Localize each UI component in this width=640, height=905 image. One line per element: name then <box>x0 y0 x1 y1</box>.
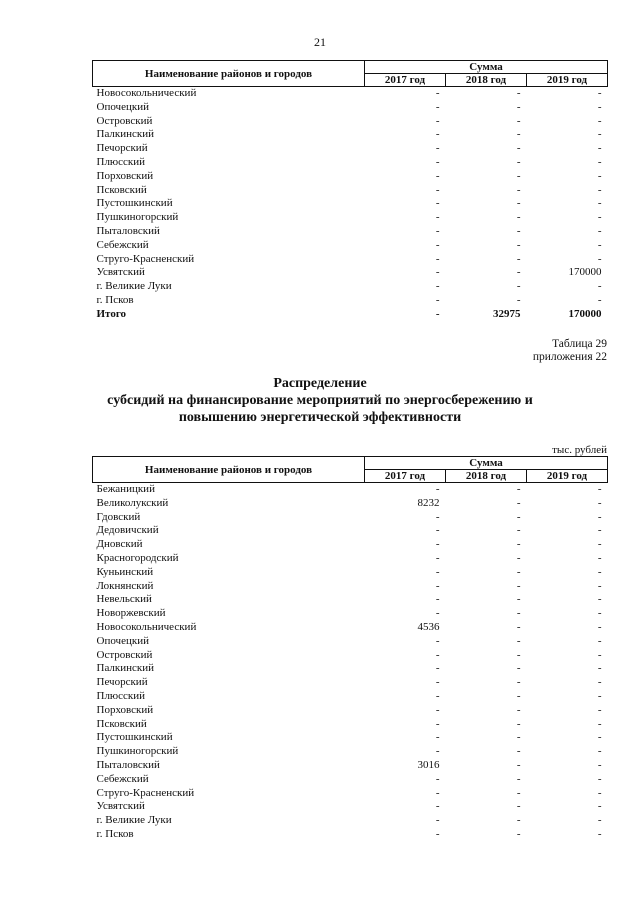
district-name: Дедовичский <box>96 524 159 537</box>
amount-cell: - <box>435 87 440 99</box>
amount-cell: - <box>435 142 440 155</box>
table-row <box>93 115 608 129</box>
table-caption <box>533 338 607 364</box>
amount-cell: - <box>597 496 602 509</box>
amount-cell: - <box>597 579 602 592</box>
table-row <box>93 580 608 594</box>
amount-cell: - <box>516 252 521 265</box>
units-label: тыс. рублей <box>552 444 607 456</box>
table-row <box>93 662 608 676</box>
amount-cell: - <box>516 827 521 840</box>
district-name: Пушкиногорский <box>96 745 179 758</box>
amount-cell: - <box>597 155 602 168</box>
amount-cell: - <box>435 197 440 210</box>
title-line: Распределение <box>273 376 367 391</box>
amount-cell: - <box>597 634 602 647</box>
amount-cell: - <box>435 211 440 224</box>
amount-cell: - <box>516 593 521 606</box>
total-amount-cell: - <box>435 307 440 320</box>
amount-cell: - <box>597 128 602 141</box>
district-name: Новосокольнический <box>96 87 197 99</box>
amount-cell: - <box>516 676 521 689</box>
district-name: Псковский <box>96 717 147 730</box>
amount-cell: - <box>597 620 602 633</box>
amount-cell: - <box>435 676 440 689</box>
district-name: Порховский <box>96 169 154 182</box>
table-row <box>93 211 608 225</box>
amount-cell: - <box>516 183 521 196</box>
amount-cell: - <box>597 293 602 306</box>
table-row <box>93 253 608 267</box>
total-row <box>93 308 608 322</box>
district-name: Опочецкий <box>96 100 149 113</box>
table-row <box>93 731 608 745</box>
amount-cell: - <box>516 662 521 675</box>
table-row <box>93 280 608 294</box>
amount-cell: - <box>435 293 440 306</box>
amount-cell: - <box>516 565 521 578</box>
amount-cell: - <box>597 772 602 785</box>
amount-cell: - <box>435 717 440 730</box>
amount-cell: - <box>435 510 440 523</box>
amount-cell: - <box>597 238 602 251</box>
energy-saving-subsidy-table <box>92 456 608 842</box>
table-row <box>93 101 608 115</box>
district-name: Усвятский <box>96 800 145 813</box>
amount-cell: - <box>516 293 521 306</box>
district-name: Бежаницкий <box>96 483 155 495</box>
district-name: Островский <box>96 648 153 661</box>
table-row <box>93 483 608 497</box>
amount-cell: - <box>435 703 440 716</box>
amount-cell: - <box>516 745 521 758</box>
table-row <box>93 759 608 773</box>
amount-cell: - <box>597 551 602 564</box>
amount-cell: - <box>597 211 602 224</box>
amount-cell: - <box>516 620 521 633</box>
amount-cell: - <box>435 252 440 265</box>
amount-cell: - <box>516 128 521 141</box>
amount-cell: - <box>516 634 521 647</box>
district-name: г. Псков <box>96 827 134 840</box>
amount-cell: - <box>597 648 602 661</box>
page-number: 21 <box>314 35 326 49</box>
table-row <box>93 497 608 511</box>
district-name: Себежский <box>96 238 149 251</box>
district-name: Палкинский <box>96 662 155 675</box>
amount-cell: - <box>435 565 440 578</box>
table-row <box>93 704 608 718</box>
amount-cell: - <box>516 538 521 551</box>
district-name: г. Великие Луки <box>96 814 172 827</box>
amount-cell: - <box>516 211 521 224</box>
table-row <box>93 142 608 156</box>
column-header-year: 2018 год <box>446 470 527 483</box>
amount-cell: - <box>516 758 521 771</box>
table-row <box>93 566 608 580</box>
amount-cell: - <box>597 786 602 799</box>
amount-cell: - <box>597 100 602 113</box>
amount-cell: - <box>597 731 602 744</box>
table-row <box>93 239 608 253</box>
table-row <box>93 607 608 621</box>
district-name: Псковский <box>96 183 147 196</box>
district-name: г. Великие Луки <box>96 280 172 293</box>
amount-cell: - <box>435 814 440 827</box>
amount-cell: - <box>435 224 440 237</box>
amount-cell: - <box>516 266 521 279</box>
amount-cell: - <box>516 197 521 210</box>
amount-cell: - <box>597 607 602 620</box>
amount-cell: - <box>597 280 602 293</box>
table-row <box>93 524 608 538</box>
district-name: Опочецкий <box>96 634 149 647</box>
amount-cell: - <box>435 689 440 702</box>
amount-cell: - <box>597 183 602 196</box>
amount-cell: - <box>435 827 440 840</box>
table-row <box>93 621 608 635</box>
amount-cell: - <box>516 814 521 827</box>
amount-cell: - <box>435 648 440 661</box>
amount-cell: - <box>597 689 602 702</box>
district-name: Палкинский <box>96 128 155 141</box>
amount-cell: - <box>516 772 521 785</box>
amount-cell: - <box>597 510 602 523</box>
column-header-year: 2019 год <box>527 470 608 483</box>
amount-cell: - <box>516 87 521 99</box>
district-name: Печорский <box>96 142 148 155</box>
amount-cell: - <box>435 524 440 537</box>
table-row <box>93 156 608 170</box>
table-row <box>93 814 608 828</box>
table-number: Таблица 29 <box>552 338 607 350</box>
district-name: Пыталовский <box>96 758 160 771</box>
amount-cell: - <box>435 100 440 113</box>
amount-cell: - <box>597 565 602 578</box>
table-row <box>93 676 608 690</box>
table-row <box>93 294 608 308</box>
amount-cell: - <box>516 731 521 744</box>
table-row <box>93 593 608 607</box>
district-name: Плюсский <box>96 155 146 168</box>
amount-cell: - <box>435 114 440 127</box>
amount-cell: - <box>597 197 602 210</box>
amount-cell: - <box>597 224 602 237</box>
amount-cell: - <box>597 662 602 675</box>
amount-cell: - <box>435 280 440 293</box>
district-name: Гдовский <box>96 510 141 523</box>
amount-cell: - <box>597 745 602 758</box>
district-name: Локнянский <box>96 579 154 592</box>
column-header-name: Наименование районов и городов <box>93 457 365 483</box>
amount-cell: - <box>516 114 521 127</box>
amount-cell: - <box>516 142 521 155</box>
amount-cell: 170000 <box>568 266 602 279</box>
amount-cell: - <box>435 745 440 758</box>
column-header-sum: Сумма <box>365 61 608 74</box>
district-name: Великолукский <box>96 496 169 509</box>
amount-cell: - <box>597 703 602 716</box>
amount-cell: - <box>435 786 440 799</box>
district-name: Струго-Красненский <box>96 252 195 265</box>
column-header-year: 2017 год <box>365 470 446 483</box>
table-body <box>93 87 608 322</box>
column-header-name: Наименование районов и городов <box>93 61 365 87</box>
district-name: Усвятский <box>96 266 145 279</box>
district-name: Печорский <box>96 676 148 689</box>
amount-cell: - <box>597 483 602 495</box>
total-label: Итого <box>96 307 127 320</box>
amount-cell: - <box>435 128 440 141</box>
table-row <box>93 649 608 663</box>
table-row <box>93 800 608 814</box>
table-row <box>93 184 608 198</box>
amount-cell: - <box>516 100 521 113</box>
table-row <box>93 552 608 566</box>
amount-cell: - <box>597 758 602 771</box>
appendix-reference: приложения 22 <box>532 351 607 363</box>
district-name: г. Псков <box>96 293 134 306</box>
amount-cell: - <box>516 786 521 799</box>
title-line: субсидий на финансирование мероприятий по энергосбережению и <box>107 393 533 408</box>
amount-cell: - <box>597 142 602 155</box>
table-row <box>93 197 608 211</box>
district-name: Пыталовский <box>96 224 160 237</box>
amount-cell: - <box>597 814 602 827</box>
district-name: Пушкиногорский <box>96 211 179 224</box>
amount-cell: - <box>516 280 521 293</box>
amount-cell: 4536 <box>417 620 440 633</box>
amount-cell: - <box>597 252 602 265</box>
amount-cell: - <box>435 634 440 647</box>
amount-cell: - <box>435 593 440 606</box>
district-name: Порховский <box>96 703 154 716</box>
column-header-year: 2019 год <box>527 74 608 87</box>
table-row <box>93 170 608 184</box>
amount-cell: - <box>435 238 440 251</box>
district-name: Себежский <box>96 772 149 785</box>
district-name: Куньинский <box>96 565 154 578</box>
amount-cell: - <box>516 155 521 168</box>
table-row <box>93 773 608 787</box>
table-row <box>93 128 608 142</box>
amount-cell: - <box>435 772 440 785</box>
amount-cell: - <box>435 579 440 592</box>
amount-cell: - <box>516 510 521 523</box>
amount-cell: - <box>597 800 602 813</box>
column-header-year: 2017 год <box>365 74 446 87</box>
amount-cell: - <box>516 524 521 537</box>
amount-cell: - <box>597 593 602 606</box>
amount-cell: - <box>516 579 521 592</box>
table-row <box>93 635 608 649</box>
amount-cell: - <box>516 607 521 620</box>
amount-cell: - <box>516 648 521 661</box>
amount-cell: - <box>597 827 602 840</box>
amount-cell: - <box>597 676 602 689</box>
amount-cell: - <box>435 169 440 182</box>
amount-cell: - <box>435 607 440 620</box>
table-row <box>93 718 608 732</box>
district-name: Новоржевский <box>96 607 166 620</box>
district-name: Пустошкинский <box>96 731 173 744</box>
district-name: Плюсский <box>96 689 146 702</box>
amount-cell: - <box>516 800 521 813</box>
amount-cell: - <box>435 800 440 813</box>
amount-cell: - <box>597 538 602 551</box>
column-header-year: 2018 год <box>446 74 527 87</box>
amount-cell: - <box>516 169 521 182</box>
amount-cell: - <box>516 717 521 730</box>
amount-cell: - <box>597 169 602 182</box>
district-name: Красногородский <box>96 551 179 564</box>
district-name: Дновский <box>96 538 143 551</box>
district-name: Новосокольнический <box>96 620 197 633</box>
amount-cell: - <box>597 87 602 99</box>
amount-cell: - <box>435 155 440 168</box>
document-title <box>0 375 640 426</box>
district-name: Островский <box>96 114 153 127</box>
table-row <box>93 225 608 239</box>
amount-cell: - <box>516 224 521 237</box>
amount-cell: - <box>435 183 440 196</box>
amount-cell: - <box>435 662 440 675</box>
amount-cell: - <box>435 731 440 744</box>
amount-cell: - <box>435 551 440 564</box>
table-row <box>93 828 608 842</box>
amount-cell: - <box>435 483 440 495</box>
amount-cell: - <box>597 717 602 730</box>
table-body <box>93 483 608 842</box>
district-name: Струго-Красненский <box>96 786 195 799</box>
table-row <box>93 745 608 759</box>
table-row <box>93 538 608 552</box>
table-row <box>93 690 608 704</box>
title-line: повышению энергетической эффективности <box>178 410 462 425</box>
amount-cell: - <box>597 524 602 537</box>
subsidy-table-continued <box>92 60 608 322</box>
amount-cell: - <box>516 238 521 251</box>
district-name: Невельский <box>96 593 152 606</box>
amount-cell: 3016 <box>417 758 440 771</box>
amount-cell: 8232 <box>417 496 440 509</box>
amount-cell: - <box>435 538 440 551</box>
table-row <box>93 87 608 101</box>
amount-cell: - <box>435 266 440 279</box>
column-header-sum: Сумма <box>365 457 608 470</box>
amount-cell: - <box>516 483 521 495</box>
amount-cell: - <box>597 114 602 127</box>
amount-cell: - <box>516 551 521 564</box>
district-name: Пустошкинский <box>96 197 173 210</box>
amount-cell: - <box>516 703 521 716</box>
table-row <box>93 787 608 801</box>
table-row <box>93 511 608 525</box>
amount-cell: - <box>516 689 521 702</box>
total-amount-cell: 32975 <box>493 307 521 320</box>
table-row <box>93 266 608 280</box>
amount-cell: - <box>516 496 521 509</box>
total-amount-cell: 170000 <box>568 307 602 320</box>
